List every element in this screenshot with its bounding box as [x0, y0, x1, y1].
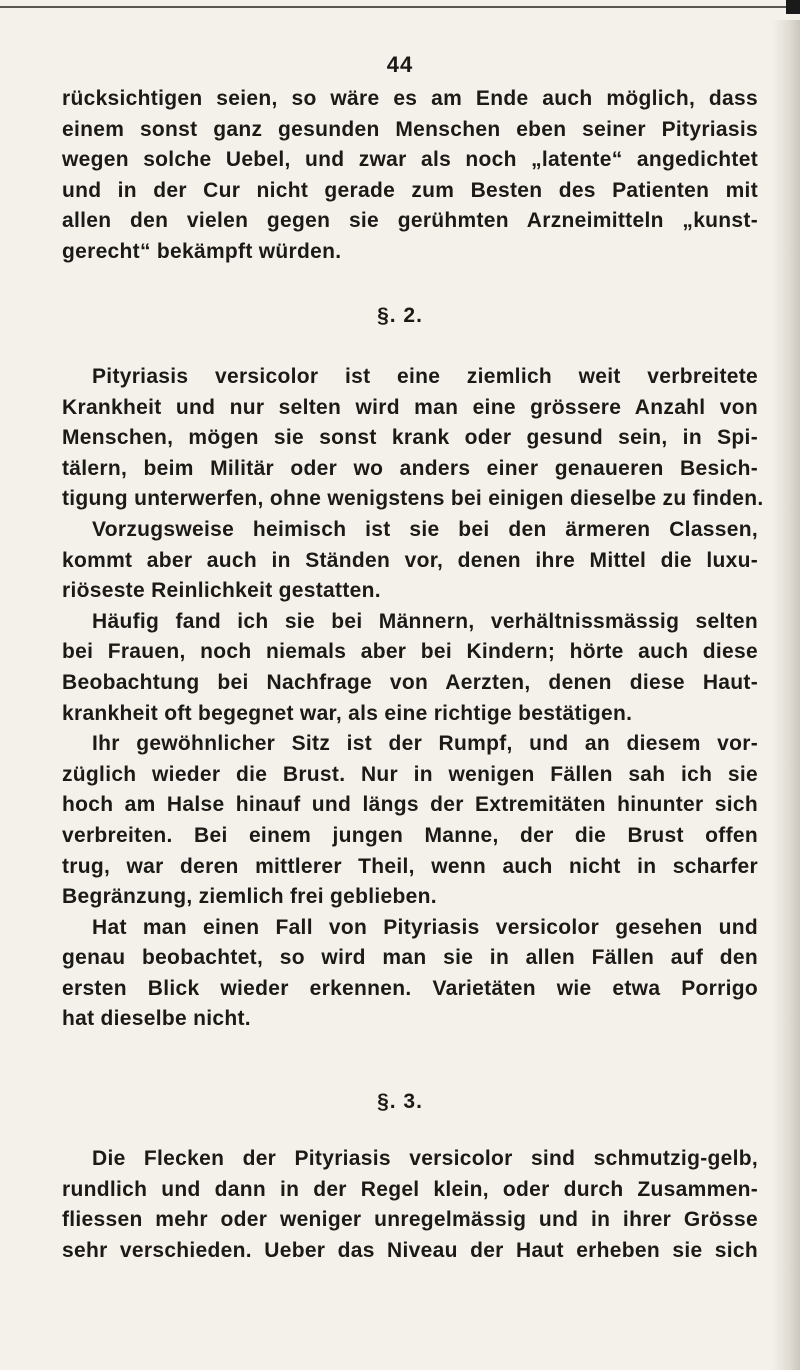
text-line: krankheit oft begegnet war, als eine richtige bestätigen. [62, 701, 633, 725]
text-line: wegen solche Uebel, und zwar als noch „latente“ angedichtet [62, 148, 758, 172]
text-line: Beobachtung bei Nachfrage von Aerzten, denen diese Haut- [62, 670, 758, 694]
text-line: Häufig fand ich sie bei Männern, verhältnissmässig selten [92, 609, 758, 633]
text-line: züglich wieder die Brust. Nur in wenigen Fällen sah ich sie [62, 762, 758, 786]
text-line: hoch am Halse hinauf und längs der Extremitäten hinunter sich [62, 793, 758, 817]
text-line: trug, war deren mittlerer Theil, wenn auch nicht in scharfer [62, 854, 758, 878]
text-line: genau beobachtet, so wird man sie in allen Fällen auf den [62, 946, 758, 970]
text-line: Menschen, mögen sie sonst krank oder gesund sein, in Spi- [62, 426, 758, 450]
text-line: ersten Blick wieder erkennen. Varietäten wie etwa Porrigo [62, 976, 758, 1000]
page-edge-shadow [772, 20, 800, 1370]
text-line: Vorzugsweise heimisch ist sie bei den ärmeren Classen, [92, 517, 758, 541]
section-3-body [62, 1144, 758, 1266]
text-line: Hat man einen Fall von Pityriasis versicolor gesehen und [92, 915, 758, 939]
text-line: Begränzung, ziemlich frei geblieben. [62, 885, 437, 909]
page-number: 44 [386, 52, 414, 77]
text-line: riöseste Reinlichkeit gestatten. [62, 579, 381, 603]
text-line: fliessen mehr oder weniger unregelmässig und in ihrer Grösse [62, 1208, 758, 1232]
text-line: gerecht“ bekämpft würden. [62, 239, 342, 263]
section-2-body [62, 362, 764, 1035]
text-line: tälern, beim Militär oder wo anders einer genaueren Besich- [62, 456, 758, 480]
text-line: sehr verschieden. Ueber das Niveau der Haut erheben sie sich [62, 1238, 758, 1262]
text-line: verbreiten. Bei einem jungen Manne, der die Brust offen [62, 823, 758, 847]
text-line: hat dieselbe nicht. [62, 1007, 251, 1031]
text-line: Krankheit und nur selten wird man eine grössere Anzahl von [62, 395, 758, 419]
text-line: allen den vielen gegen sie gerühmten Arzneimitteln „kunst- [62, 209, 758, 233]
text-line: einem sonst ganz gesunden Menschen eben seiner Pityriasis [62, 117, 758, 141]
corner-mark [786, 0, 800, 14]
top-rule [0, 6, 800, 8]
text-line: und in der Cur nicht gerade zum Besten des Patienten mit [62, 178, 758, 202]
section-heading-2: §. 2. [377, 304, 423, 327]
text-line: rundlich und dann in der Regel klein, oder durch Zusammen- [62, 1177, 758, 1201]
text-line: kommt aber auch in Ständen vor, denen ihre Mittel die luxu- [62, 548, 758, 572]
text-line: Ihr gewöhnlicher Sitz ist der Rumpf, und an diesem vor- [92, 732, 758, 756]
section-heading-3: §. 3. [377, 1090, 423, 1113]
text-line: tigung unterwerfen, ohne wenigstens bei einigen dieselbe zu finden. [62, 487, 764, 511]
text-line: bei Frauen, noch niemals aber bei Kindern; hörte auch diese [62, 640, 758, 664]
text-line: Die Flecken der Pityriasis versicolor sind schmutzig-gelb, [92, 1147, 758, 1170]
paragraph-continuation [62, 84, 758, 268]
text-line: Pityriasis versicolor ist eine ziemlich weit verbreitete [92, 365, 758, 388]
text-line: rücksichtigen seien, so wäre es am Ende auch möglich, dass [62, 87, 758, 110]
